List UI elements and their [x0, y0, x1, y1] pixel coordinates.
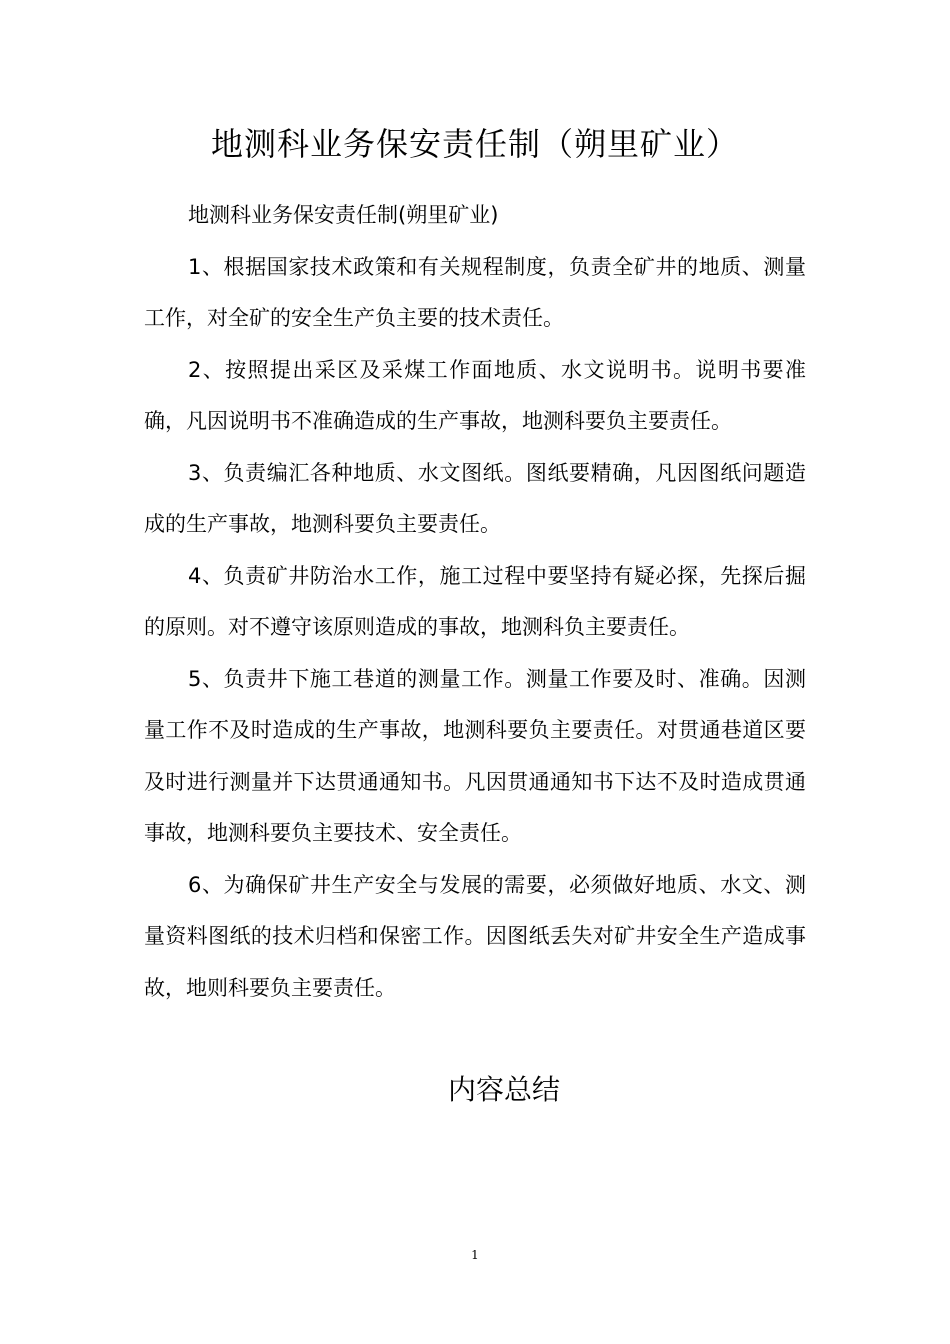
paragraph-4: 4、负责矿井防治水工作，施工过程中要坚持有疑必探，先探后掘的原则。对不遵守该原则造成的事故，地测科负主要责任。	[144, 563, 806, 639]
paragraph-5: 5、负责井下施工巷道的测量工作。测量工作要及时、准确。因测量工作不及时造成的生产事故，地测科要负主要责任。对贯通巷道区要及时进行测量并下达贯通通知书。凡因贯通通知书下达不及时造成贯通事故，地测科要负主要技术、安全责任。	[144, 666, 806, 845]
paragraph-2: 2、按照提出采区及采煤工作面地质、水文说明书。说明书要准确，凡因说明书不准确造成的生产事故，地测科要负主要责任。	[144, 357, 806, 433]
document-body	[144, 190, 806, 1014]
paragraph-1: 1、根据国家技术政策和有关规程制度，负责全矿井的地质、测量工作，对全矿的安全生产负主要的技术责任。	[144, 254, 806, 330]
summary-heading: 内容总结	[447, 1073, 560, 1106]
paragraph-3: 3、负责编汇各种地质、水文图纸。图纸要精确，凡因图纸问题造成的生产事故，地测科要负主要责任。	[144, 460, 806, 536]
paragraph-6: 6、为确保矿井生产安全与发展的需要，必须做好地质、水文、测量资料图纸的技术归档和保密工作。因图纸丢失对矿井安全生产造成事故，地则科要负主要责任。	[144, 872, 806, 1000]
document-title: 地测科业务保安责任制（朔里矿业）	[210, 125, 739, 163]
page-number: 1	[471, 1248, 479, 1262]
document-subtitle: 地测科业务保安责任制(朔里矿业)	[188, 203, 499, 227]
